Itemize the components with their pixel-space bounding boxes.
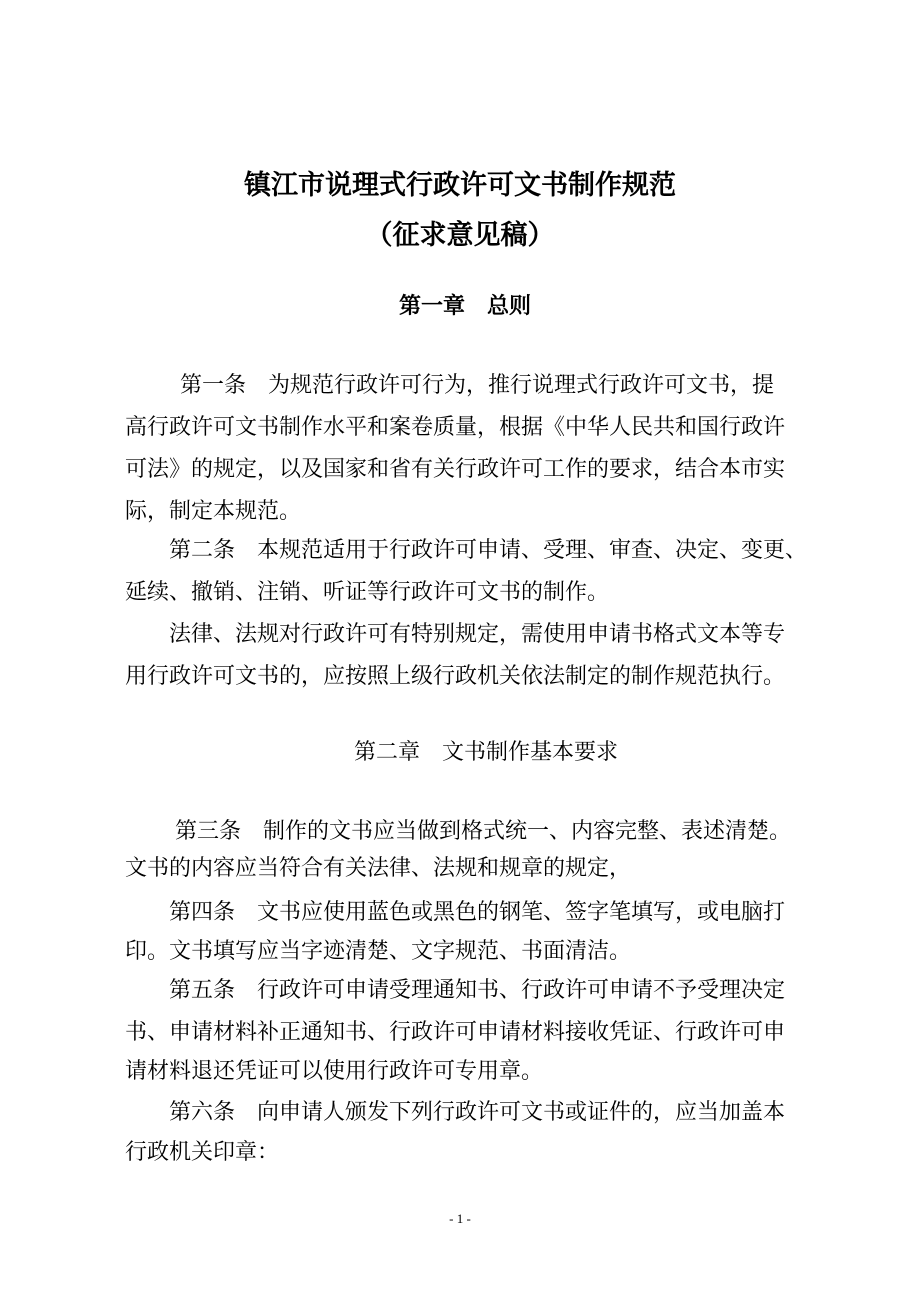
article-line: 第六条 向申请人颁发下列行政许可文书或证件的，应当加盖本	[169, 1100, 786, 1125]
document-subtitle: （征求意见稿）	[365, 220, 555, 251]
article-line: 第三条 制作的文书应当做到格式统一、内容完整、表述清楚。	[175, 819, 792, 844]
article-line: 第四条 文书应使用蓝色或黑色的钢笔、签字笔填写，或电脑打	[169, 900, 786, 925]
article-line: 法律、法规对行政许可有特别规定，需使用申请书格式文本等专	[169, 622, 786, 647]
chapter-heading-1: 第一章 总则	[399, 293, 532, 319]
chapter-heading-2: 第二章 文书制作基本要求	[354, 740, 619, 765]
article-line: 第五条 行政许可申请受理通知书、行政许可申请不予受理决定	[169, 978, 786, 1003]
article-line: 高行政许可文书制作水平和案卷质量，根据《中华人民共和国行政许	[125, 415, 786, 440]
article-line: 行政机关印章：	[125, 1140, 280, 1165]
article-line: 用行政许可文书的，应按照上级行政机关依法制定的制作规范执行。	[125, 664, 786, 689]
article-line: 书、申请材料补正通知书、行政许可申请材料接收凭证、行政许可申	[125, 1020, 786, 1045]
article-line: 第一条 为规范行政许可行为，推行说理式行政许可文书，提	[180, 373, 775, 398]
page-number: - 1 -	[449, 1211, 471, 1226]
article-line: 延续、撤销、注销、听证等行政许可文书的制作。	[125, 580, 610, 605]
article-line: 请材料退还凭证可以使用行政许可专用章。	[125, 1059, 544, 1084]
article-line: 第二条 本规范适用于行政许可申请、受理、审查、决定、变更、	[169, 538, 808, 563]
document-title: 镇江市说理式行政许可文书制作规范	[244, 170, 676, 201]
article-line: 可法》的规定，以及国家和省有关行政许可工作的要求，结合本市实	[125, 457, 786, 482]
article-line: 际，制定本规范。	[125, 499, 302, 524]
article-line: 印。文书填写应当字迹清楚、文字规范、书面清洁。	[125, 939, 632, 964]
article-line: 文书的内容应当符合有关法律、法规和规章的规定，	[125, 856, 632, 881]
